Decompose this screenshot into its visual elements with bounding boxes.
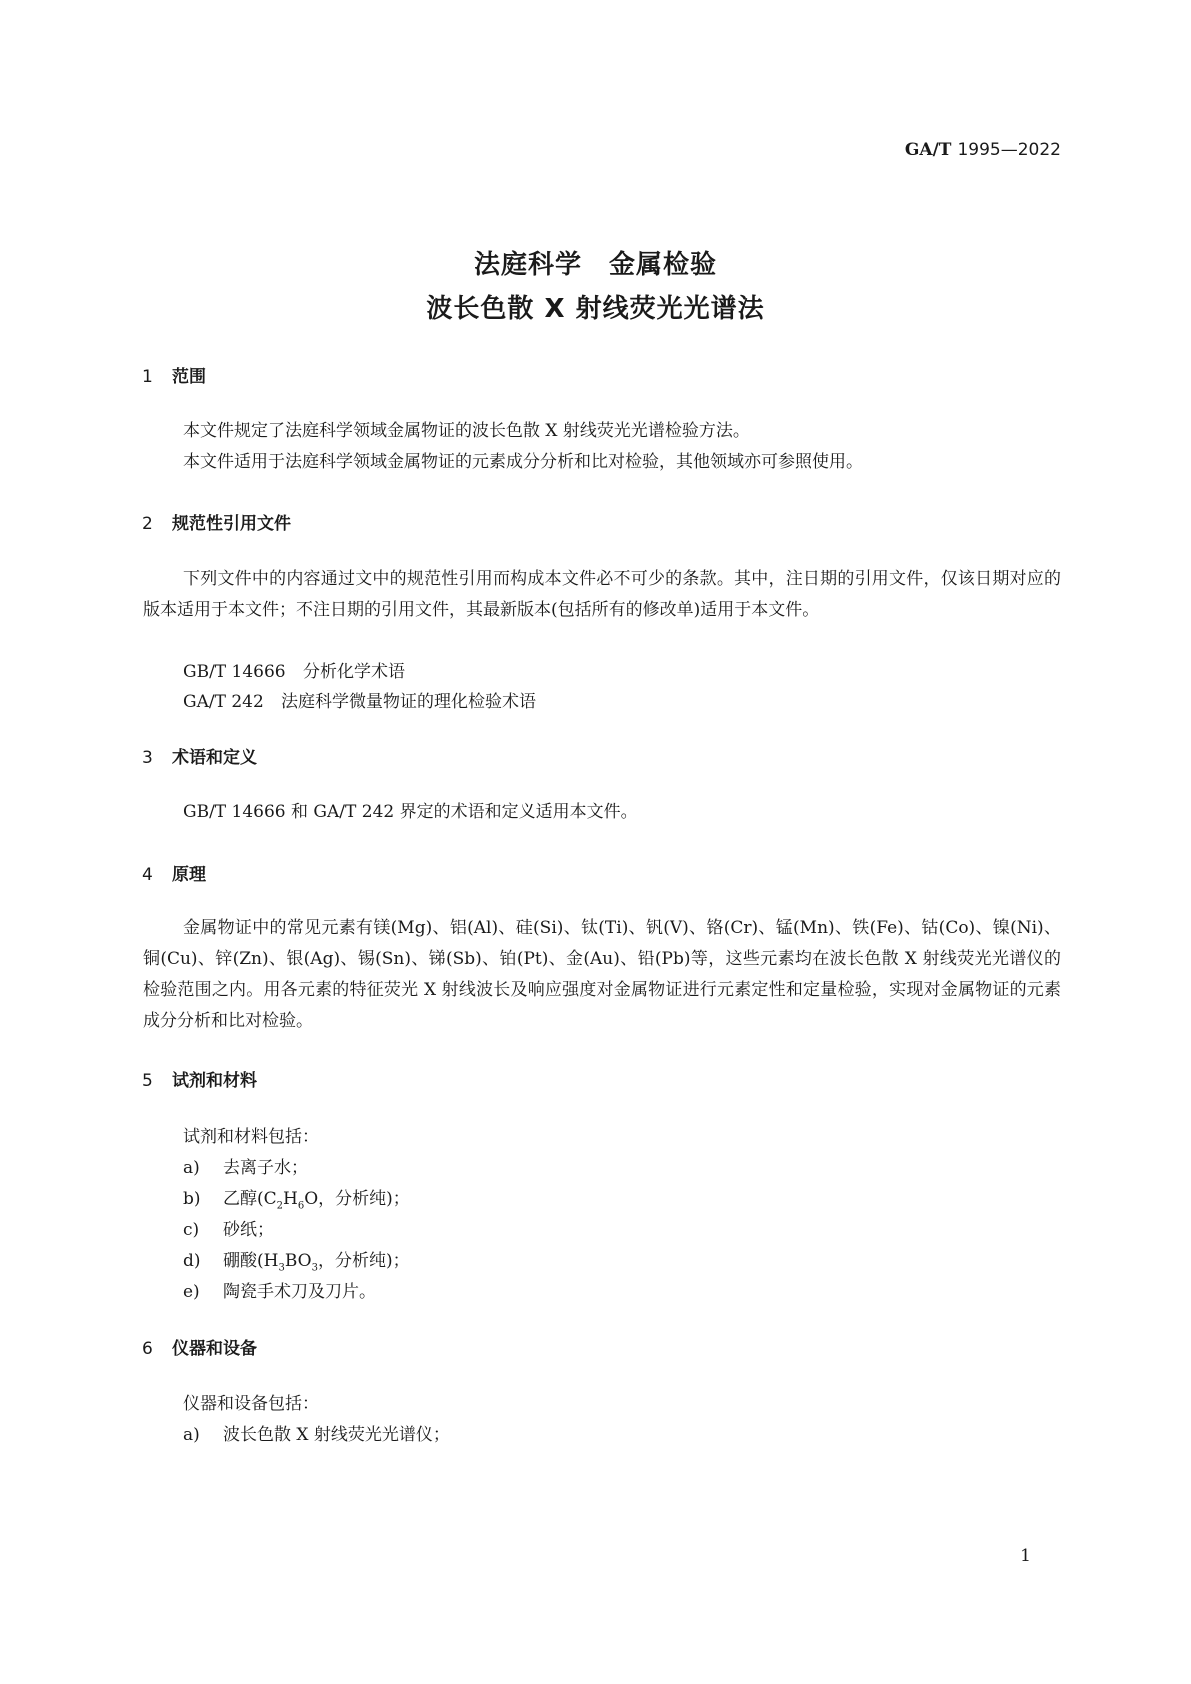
section-title: 范围 xyxy=(172,367,206,387)
apparatus-intro: 仪器和设备包括： xyxy=(183,1394,319,1414)
list-item xyxy=(183,1420,450,1445)
page-number: 1 xyxy=(1020,1546,1031,1566)
reference-code: GA/T 242 xyxy=(183,692,264,712)
section-number: 3 xyxy=(142,748,153,768)
section-number: 1 xyxy=(142,367,153,387)
section-heading-apparatus xyxy=(142,1334,257,1359)
list-item xyxy=(183,1277,376,1302)
list-item xyxy=(183,1184,410,1211)
section-title: 仪器和设备 xyxy=(172,1339,257,1359)
section-number: 5 xyxy=(142,1071,153,1091)
document-title-line1: 法庭科学 金属检验 xyxy=(473,250,717,280)
section-title: 术语和定义 xyxy=(172,748,257,768)
list-label: d) xyxy=(183,1251,201,1271)
list-label: a) xyxy=(183,1425,200,1445)
list-label: a) xyxy=(183,1158,200,1178)
section-title: 试剂和材料 xyxy=(172,1071,257,1091)
references-paragraph: 下列文件中的内容通过文中的规范性引用而构成本文件必不可少的条款。其中，注日期的引用文件，仅该日期对应的版本适用于本文件；不注日期的引用文件，其最新版本(包括所有的修改单)适用于本文件。 xyxy=(143,569,1061,620)
section-number: 2 xyxy=(142,514,153,534)
standard-prefix: GA/T xyxy=(904,140,952,160)
list-text: 去离子水； xyxy=(223,1158,308,1178)
section-title: 原理 xyxy=(172,865,206,885)
scope-paragraph-1: 本文件规定了法庭科学领域金属物证的波长色散 X 射线荧光光谱检验方法。 xyxy=(183,421,750,441)
principle-paragraph: 金属物证中的常见元素有镁(Mg)、铝(Al)、硅(Si)、钛(Ti)、钒(V)、铬(Cr)、锰(Mn)、铁(Fe)、钴(Co)、镍(Ni)、铜(Cu)、锌(Zn)、银(Ag)、锡(Sn)、锑(Sb)、铂(Pt)、金(Au)、铅(Pb)等，这些元素均在波长色散 X 射线荧光光谱仪的检验范围之内。用各元素的特征荧光 X 射线波长及响应强度对金属物证进行元素定性和定量检验，实现对金属物证的元素成分分析和比对检验。 xyxy=(143,918,1061,1031)
list-text: 波长色散 X 射线荧光光谱仪； xyxy=(223,1425,450,1445)
list-text: 乙醇($C_2H_6O$，分析纯)； xyxy=(223,1189,410,1212)
reference-name: 法庭科学微量物证的理化检验术语 xyxy=(281,692,536,712)
list-item xyxy=(183,1153,308,1178)
section-heading-normative-references xyxy=(142,509,291,534)
section-heading-principle xyxy=(142,860,206,885)
terms-paragraph: GB/T 14666 和 GA/T 242 界定的术语和定义适用本文件。 xyxy=(183,802,638,822)
reagents-intro: 试剂和材料包括： xyxy=(183,1127,319,1147)
reference-name: 分析化学术语 xyxy=(303,662,405,682)
scope-paragraph-2: 本文件适用于法庭科学领域金属物证的元素成分分析和比对检验，其他领域亦可参照使用。 xyxy=(183,452,863,472)
standard-code: 1995—2022 xyxy=(957,140,1061,160)
section-heading-terms xyxy=(142,743,257,768)
section-number: 6 xyxy=(142,1339,153,1359)
standard-number xyxy=(905,140,1061,160)
list-item xyxy=(183,1215,274,1240)
list-label: c) xyxy=(183,1220,200,1240)
reference-item xyxy=(183,687,536,712)
list-label: e) xyxy=(183,1282,200,1302)
section-number: 4 xyxy=(142,865,153,885)
reference-code: GB/T 14666 xyxy=(183,662,286,682)
section-heading-reagents xyxy=(142,1066,257,1091)
section-title: 规范性引用文件 xyxy=(172,514,291,534)
list-text: 陶瓷手术刀及刀片。 xyxy=(223,1282,376,1302)
section-heading-scope xyxy=(142,362,206,387)
list-text: 砂纸； xyxy=(223,1220,274,1240)
document-title-line2: 波长色散 X 射线荧光光谱法 xyxy=(426,294,765,324)
list-label: b) xyxy=(183,1189,201,1209)
reference-item xyxy=(183,657,405,682)
list-item xyxy=(183,1246,410,1273)
list-text: 硼酸($H_3BO_3$，分析纯)； xyxy=(223,1251,410,1274)
